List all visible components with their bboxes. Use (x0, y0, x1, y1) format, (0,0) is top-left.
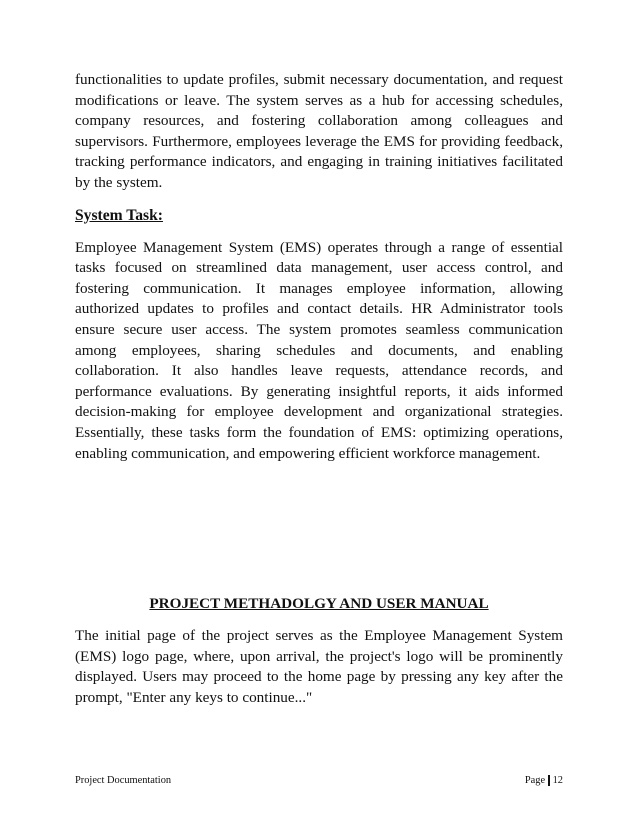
page-separator (548, 775, 550, 786)
system-task-paragraph: Employee Management System (EMS) operates through a range of essential tasks focused on streamlined data management, user access control, and fostering communication. It manages employee information, allowing authorized updates to profiles and contact details. HR Administrator tools ensure secure user access. The system promotes seamless communication among employees, sharing schedules and documents, and enabling collaboration. It also handles leave requests, attendance records, and performance evaluations. By generating insightful reports, it aids informed decision-making for employee development and organizational strategies. Essentially, these tasks form the foundation of EMS: optimizing operations, enabling communication, and empowering efficient workforce management. (75, 238, 563, 462)
blank-space (75, 464, 563, 594)
methodology-heading: PROJECT METHADOLGY AND USER MANUAL (149, 595, 489, 613)
page-footer (75, 775, 563, 786)
page-number: 12 (552, 775, 563, 786)
page-label: Page (524, 775, 546, 786)
footer-title: Project Documentation (75, 775, 172, 786)
page-number-block (525, 775, 563, 786)
intro-paragraph: functionalities to update profiles, submit necessary documentation, and request modifications or leave. The system serves as a hub for accessing schedules, company resources, and fostering collaboration among colleagues and supervisors. Furthermore, employees leverage the EMS for providing feedback, tracking performance indicators, and engaging in training initiatives facilitated by the system. (75, 71, 563, 191)
methodology-paragraph: The initial page of the project serves as the Employee Management System (EMS) logo page, where, upon arrival, the project's logo will be prominently displayed. Users may proceed to the home page by pressing any key after the prompt, "Enter any keys to continue..." (75, 627, 563, 706)
page-content (75, 70, 563, 708)
system-task-heading: System Task: (75, 206, 163, 224)
